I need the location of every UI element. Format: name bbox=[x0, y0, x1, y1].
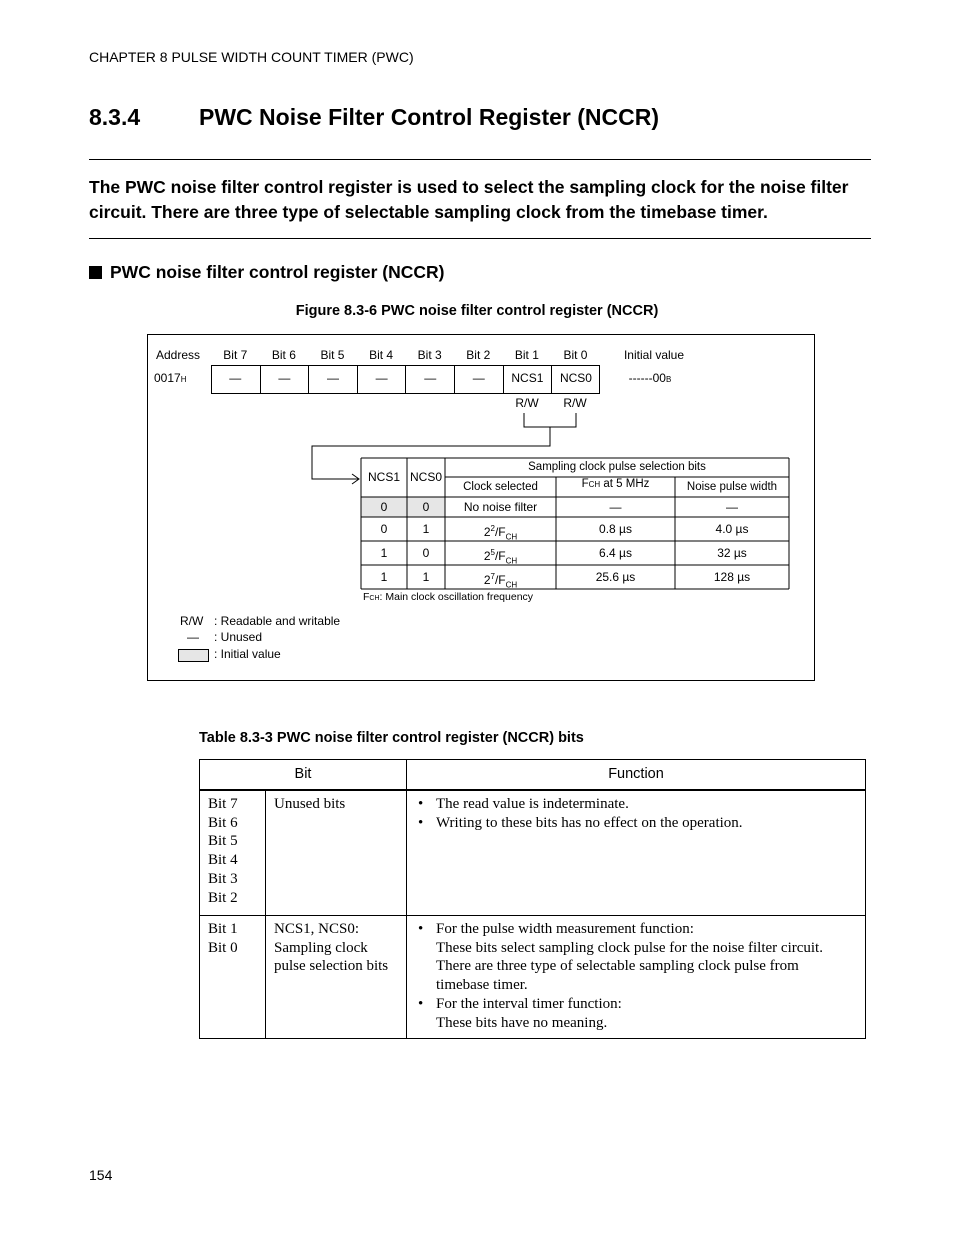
figure-caption: Figure 8.3-6 PWC noise filter control register (NCCR) bbox=[295, 303, 659, 319]
cell-noise: 128 µs bbox=[713, 570, 751, 584]
col-fch-header: FCH at 5 MHz bbox=[581, 478, 650, 490]
cell-noise: 4.0 µs bbox=[715, 522, 749, 536]
access-ncs0: R/W bbox=[563, 396, 587, 410]
bit-cell bbox=[200, 916, 266, 1039]
function-cell bbox=[407, 916, 866, 1039]
bit-name-line: Unused bits bbox=[274, 796, 346, 812]
function-line: These bits select sampling clock pulse for the noise filter circuit. bbox=[436, 939, 823, 956]
bit-name-line: NCS1, NCS0: bbox=[274, 921, 360, 937]
address-value: 0017H bbox=[154, 371, 187, 385]
function-line: • Writing to these bits has no effect on the operation. bbox=[436, 814, 743, 831]
square-bullet-icon bbox=[89, 266, 102, 279]
bit-name-line: Sampling clock bbox=[274, 939, 368, 956]
bit-cell bbox=[200, 790, 266, 916]
function-line: timebase timer. bbox=[436, 977, 528, 994]
cell-clock: $2^2/F_{CH}$ bbox=[483, 524, 518, 542]
bit-name-cell bbox=[266, 916, 407, 1039]
cell-fch: 25.6 µs bbox=[595, 570, 636, 584]
cell-ncs1: 1 bbox=[380, 546, 388, 560]
bit-label: Bit 1 bbox=[514, 348, 539, 362]
bit-label: Bit 0 bbox=[563, 348, 588, 362]
cell-clock: $2^5/F_{CH}$ bbox=[483, 548, 518, 566]
bit-label: Bit 7 bbox=[223, 348, 248, 362]
bit-number: Bit 3 bbox=[208, 870, 238, 887]
cell-fch: 6.4 µs bbox=[599, 546, 632, 560]
register-bit-cell: NCS0 bbox=[551, 365, 600, 394]
function-item bbox=[415, 795, 857, 814]
cell-ncs1: 1 bbox=[380, 570, 388, 584]
bit-label: Bit 2 bbox=[466, 348, 491, 362]
cell-clock: No noise filter bbox=[463, 500, 538, 514]
bit-label: Bit 6 bbox=[271, 348, 296, 362]
register-bit-cell: — bbox=[308, 365, 357, 394]
cell-ncs0: 1 bbox=[422, 570, 430, 584]
col-ncs0-header: NCS0 bbox=[409, 470, 442, 484]
group-header: Sampling clock pulse selection bits bbox=[528, 461, 706, 473]
bit-number: Bit 7 bbox=[208, 796, 238, 812]
cell-ncs0: 0 bbox=[422, 500, 430, 514]
section-title: PWC Noise Filter Control Register (NCCR) bbox=[199, 104, 660, 130]
function-line: • The read value is indeterminate. bbox=[436, 796, 629, 812]
register-bit-cell: NCS1 bbox=[503, 365, 552, 394]
bit-name-line: pulse selection bits bbox=[274, 958, 389, 975]
legend-rw-desc: : Readable and writable bbox=[214, 614, 341, 628]
col-noise-header: Noise pulse width bbox=[686, 481, 778, 493]
divider-top bbox=[89, 159, 871, 160]
bit-label: Bit 3 bbox=[417, 348, 442, 362]
col-ncs1-header: NCS1 bbox=[367, 470, 400, 484]
legend-unused-key: — bbox=[187, 630, 199, 644]
page-number: 154 bbox=[89, 1167, 113, 1183]
function-line: • For the interval timer function: bbox=[436, 995, 622, 1012]
legend-rw-key: R/W bbox=[180, 614, 204, 628]
bit-number: Bit 4 bbox=[208, 852, 238, 869]
register-bit-cell: — bbox=[405, 365, 454, 394]
section-number: 8.3.4 bbox=[89, 104, 141, 130]
col-clock-header: Clock selected bbox=[463, 481, 538, 493]
bit-label: Bit 5 bbox=[320, 348, 345, 362]
cell-fch: — bbox=[609, 500, 622, 514]
bit-number: Bit 5 bbox=[208, 833, 238, 850]
register-figure bbox=[147, 334, 815, 681]
divider-bottom bbox=[89, 238, 871, 239]
subheading-text: PWC noise filter control register (NCCR) bbox=[110, 262, 445, 282]
register-bit-cell: — bbox=[357, 365, 406, 394]
initial-value: ------00B bbox=[628, 371, 672, 385]
legend-initial-swatch bbox=[178, 649, 209, 662]
cell-ncs0: 0 bbox=[422, 546, 430, 560]
address-label: Address bbox=[155, 348, 201, 362]
cell-noise: — bbox=[726, 500, 738, 514]
table-header-row bbox=[200, 760, 866, 791]
function-line: • For the pulse width measurement function: bbox=[436, 921, 694, 937]
bits-table bbox=[199, 759, 866, 1039]
register-bit-cell: — bbox=[260, 365, 309, 394]
header-function: Function bbox=[407, 760, 866, 791]
legend-initial-desc: : Initial value bbox=[214, 647, 281, 661]
function-line: There are three type of selectable sampling clock pulse from bbox=[436, 958, 799, 975]
cell-ncs0: 1 bbox=[422, 522, 430, 536]
chapter-header: CHAPTER 8 PULSE WIDTH COUNT TIMER (PWC) bbox=[89, 49, 414, 65]
cell-ncs1: 0 bbox=[380, 500, 388, 514]
cell-clock: $2^7/F_{CH}$ bbox=[483, 572, 518, 590]
function-cell bbox=[407, 790, 866, 916]
bit-name-cell bbox=[266, 790, 407, 916]
cell-fch: 0.8 µs bbox=[599, 522, 632, 536]
function-line: These bits have no meaning. bbox=[436, 1014, 608, 1031]
bit-number: Bit 1 bbox=[208, 921, 238, 937]
bit-number: Bit 2 bbox=[208, 889, 238, 906]
function-item bbox=[415, 920, 857, 995]
bit-number: Bit 6 bbox=[208, 814, 238, 831]
register-bit-cell: — bbox=[454, 365, 503, 394]
bit-number: Bit 0 bbox=[208, 939, 238, 956]
header-bit: Bit bbox=[200, 760, 407, 791]
initial-value-label: Initial value bbox=[623, 348, 685, 362]
table-row bbox=[200, 790, 866, 916]
cell-ncs1: 0 bbox=[380, 522, 388, 536]
table-row bbox=[200, 916, 866, 1039]
access-ncs1: R/W bbox=[515, 396, 539, 410]
function-item bbox=[415, 814, 857, 833]
fch-footnote: FCH: Main clock oscillation frequency bbox=[363, 591, 534, 603]
bit-label: Bit 4 bbox=[369, 348, 394, 362]
register-bit-cell: — bbox=[229, 371, 242, 385]
table-caption: Table 8.3-3 PWC noise filter control register (NCCR) bits bbox=[199, 730, 584, 746]
cell-noise: 32 µs bbox=[717, 546, 747, 560]
section-summary: The PWC noise filter control register is used to select the sampling clock for the noise filter circuit. There are three type of selectable sampling clock from the timebase timer. bbox=[89, 177, 849, 222]
legend-unused-desc: : Unused bbox=[214, 630, 263, 644]
function-item bbox=[415, 995, 857, 1032]
subheading bbox=[89, 262, 444, 283]
